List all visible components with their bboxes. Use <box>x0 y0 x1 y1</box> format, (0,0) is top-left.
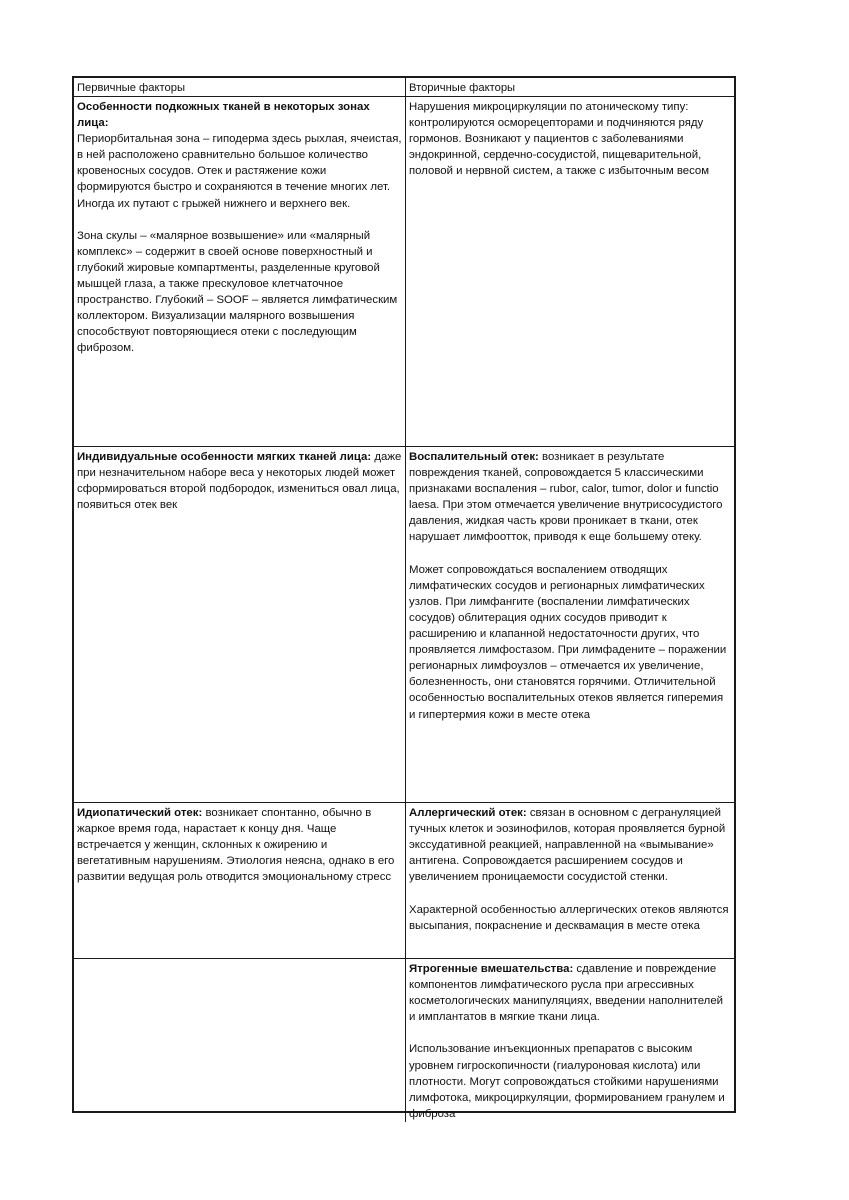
cell-text: Характерной особенностью аллергических отеков являются высыпания, покраснение и десквамация в месте отека <box>409 903 729 932</box>
cell-microcirculation <box>406 97 734 447</box>
cell-text: возникает в результате повреждения тканей, сопровождается 5 классическими признаками воспаления – rubor, calor, tumor, dolor и functio laesa. При этом отмечается увеличение внутрисосудистого давления, жидкая часть крови проникает в ткани, отек нарушает лимфоотток, приводя к еще большему отеку. <box>409 451 723 544</box>
cell-text: возникает спонтанно, обычно в жаркое время года, нарастает к концу дня. Чаще встречается у женщин, склонных к ожирению и вегетативным нарушениям. Этиология неясна, однако в его развитии ведущая роль отводится эмоциональному стресс <box>77 807 395 884</box>
cell-text: сдавление и повреждение компонентов лимфатического русла при агрессивных косметологических манипуляциях, введении наполнителей и имплантатов в мягкие ткани лица. <box>409 963 724 1024</box>
cell-title: Ятрогенные вмешательства: <box>409 963 574 975</box>
cell-text: связан в основном с дегрануляцией тучных клеток и эозинофилов, которая проявляется бурной экссудативной реакцией, направленной на «вымывание» антигена. Сопровождается расширением сосудов и увеличением проницаемости сосудистой стенки. <box>409 807 726 884</box>
header-primary-factors: Первичные факторы <box>74 78 406 97</box>
cell-title: Особенности подкожных тканей в некоторых зонах лица: <box>77 101 370 130</box>
cell-title: Воспалительный отек: <box>409 451 539 463</box>
cell-title: Индивидуальные особенности мягких тканей лица: <box>77 451 372 463</box>
cell-individual-features <box>74 447 406 803</box>
cell-subcutaneous-tissue <box>74 97 406 447</box>
cell-text: Периорбитальная зона – гиподерма здесь рыхлая, ячеистая, в ней расположено сравнительно большое количество кровеносных сосудов. Отек и растяжение кожи формируются быстро и сохраняются в течение многих лет. Иногда их путают с грыжей нижнего и верхнего век. <box>77 133 402 210</box>
cell-text: Зона скулы – «малярное возвышение» или «малярный комплекс» – содержит в своей основе поверхностный и глубокий жировые компартменты, разделенные круговой мышцей глаза, а также прескуловое клетчаточное пространство. Глубокий – SOOF – является лимфатическим коллектором. Визуализации малярного возвышения способствуют повторяющиеся отеки с последующим фиброзом. <box>77 229 398 355</box>
cell-text: Может сопровождаться воспалением отводящих лимфатических сосудов и регионарных лимфатических узлов. При лимфангите (воспалении лимфатических сосудов) облитерация одних сосудов приводит к расширению и клапанной недостаточности других, что проявляется лимфостазом. При лимфадените – поражении регионарных лимфоузлов – отмечается их увеличение, болезненность, они становятся горячими. Отличительной особенностью воспалительных отеков является гиперемия и гипертермия кожи в месте отека <box>409 563 727 721</box>
cell-idiopathic-edema <box>74 803 406 959</box>
cell-text: Использование инъекционных препаратов с высоким уровнем гигроскопичности (гиалуроновая кислота) или плотности. Могут сопровождаться стойкими нарушениями лимфотока, микроциркуляции, формированием гранулем и фиброза <box>409 1043 725 1120</box>
cell-empty <box>74 959 406 1122</box>
cell-text: даже при незначительном наборе веса у некоторых людей может сформироваться второй подбородок, измениться овал лица, появиться отек век <box>77 451 402 512</box>
cell-text: Нарушения микроциркуляции по атоническому типу: контролируются осморецепторами и подчиняются ряду гормонов. Возникают у пациентов с заболеваниями эндокринной, сердечно-сосудистой, пищеварительной, половой и нервной систем, а также с избыточным весом <box>409 101 710 178</box>
cell-inflammatory-edema <box>406 447 734 803</box>
cell-title: Идиопатический отек: <box>77 807 203 819</box>
cell-title: Аллергический отек: <box>409 807 527 819</box>
cell-iatrogenic-interventions <box>406 959 734 1122</box>
factors-table <box>72 76 736 1120</box>
header-secondary-factors: Вторичные факторы <box>406 78 734 97</box>
cell-allergic-edema <box>406 803 734 959</box>
